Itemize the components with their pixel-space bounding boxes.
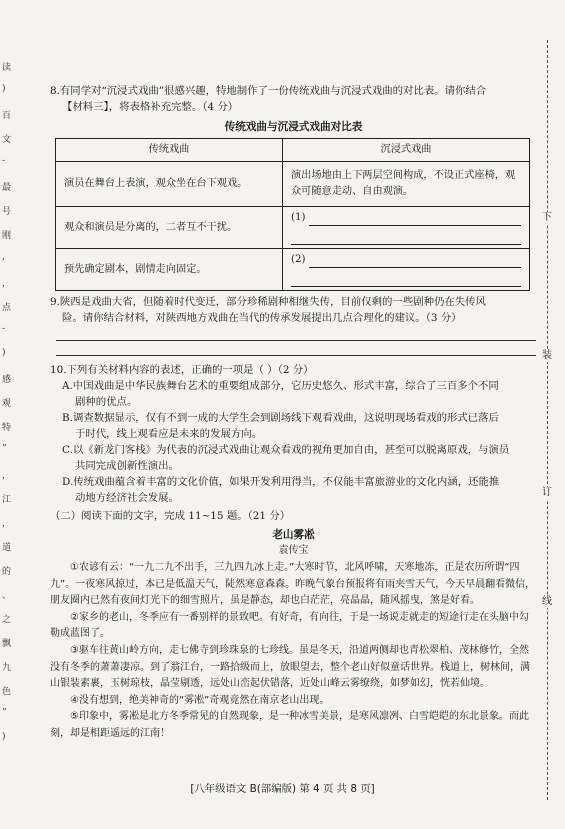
gutter-char: 九 [2,663,12,673]
gutter-char: 文 [2,135,12,145]
gutter-char: ) [2,84,6,94]
option-a: A.中国戏曲是中华民族舞台艺术的重要组成部分，它历史悠久、形式丰富，综合了三百多个不同 [62,380,499,392]
binding-label-xia: 下 [542,212,552,223]
gutter-char: 、 [2,591,12,601]
gutter-char: 观 [2,399,12,409]
essay-title: 老山雾凇 [272,529,315,541]
table-row [56,162,530,207]
table-row [56,249,530,291]
gutter-char: 感 [2,375,12,385]
gutter-char: 号 [2,207,12,217]
question-10-stem: 10.下列有关材料内容的表述，正确的一项是（ ）（2 分） [50,364,314,376]
blank-label-1: (1) [291,212,306,223]
answer-cell-2[interactable] [283,249,530,291]
answer-blank-2-line2[interactable] [291,274,521,287]
table-cell: 预先确定剧本，剧情走向固定。 [56,249,283,291]
option-d-cont: 动地方经济社会发展。 [75,492,179,504]
essay-paragraph: ③驱车往黄山岭方向，走七佛寺到珍珠泉的七珍线。虽是冬天，沿道两侧却也青松翠柏、茂林修竹，全然没有冬季的萧萧凄凉。到了翁江台，一路拾级而上，放眼望去，整个老山好似童话世界。栈道上，树林间，满山银装素裹，玉树琼枝，晶莹剔透，远处山峦起伏错落，近处山峰云雾缭绕，如梦如幻，恍若仙境。 [50,644,530,690]
gutter-char: 色 [2,687,12,697]
binding-label-ding: 订 [542,487,552,498]
gutter-char: 最 [2,183,12,193]
answer-blank-2[interactable] [309,255,521,268]
binding-label-zhuang: 装 [542,350,552,361]
table-header-immersive: 沉浸式戏曲 [283,139,530,162]
gutter-char: 读 [2,63,12,73]
answer-cell-1[interactable] [283,207,530,249]
question-9-stem-line2: 险。请你结合材料，对陕西地方戏曲在当代的传承发展提出几点合理化的建议。（3 分） [62,312,462,324]
answer-line-9a[interactable] [56,326,536,341]
table-cell: 观众和演员是分离的，二者互不干扰。 [56,207,283,249]
binding-line [547,40,548,800]
page-footer: [八年级语文 B(部编版) 第 4 页 共 8 页] [190,783,375,795]
essay-author: 袁传宝 [278,545,309,556]
option-b: B.调查数据显示，仅有不到一成的大学生会到剧场线下观看戏曲，这说明现场看戏的形式已落后 [62,412,499,424]
question-9-stem: 9.陕西是戏曲大省，但随着时代变迁，部分珍稀剧种相继失传，目前仅剩的一些剧种仍在失传风 [50,296,486,308]
blank-label-2: (2) [291,254,306,265]
gutter-char: - [2,156,6,166]
option-c: C.以《新龙门客栈》为代表的沉浸式戏曲让观众看戏的视角更加自由，甚至可以脱离原戏，与演员 [62,444,510,456]
gutter-char: 刚 [2,231,12,241]
gutter-char: ” [2,708,7,718]
option-b-cont: 于时代，线上观看应是未来的发展方向。 [75,428,263,440]
gutter-char: - [2,324,6,334]
binding-label-xian: 线 [542,596,552,607]
option-c-cont: 共同完成创新性演出。 [75,460,179,472]
gutter-char: 道 [2,543,12,553]
gutter-char: ， [2,519,12,529]
essay-paragraph: ①农谚有云：“一九二九不出手，三九四九冰上走。”大寒时节，北风呼啸，天寒地冻，正是农历所谓“四九”。一夜寒风掠过，本已是低温天气，陡然寒意森森。昨晚气象台预报将有雨夹雪天气，今天早晨翻看微信，朋友圈内已然有夜间灯光下的细雪照片，虽是静态，却也白茫茫，亮晶晶，随风摇曳，煞是好看。 [50,562,536,607]
table-cell: 演出场地由上下两层空间构成，不设正式座椅，观众可随意走动、自由观演。 [283,162,530,207]
gutter-char: 之 [2,615,12,625]
essay-paragraph: ⑤印象中，雾凇是北方冬季常见的自然现象，是一种冰雪美景，是寒风凛冽、白雪皑皑的东北景象。而此刻，却是相距遥远的江南！ [50,711,529,739]
gutter-char: , [2,252,5,262]
option-a-cont: 剧种的优点。 [75,396,138,408]
table-row [56,207,530,249]
essay-paragraph: ④没有想到，绝美神奇的“雾凇”奇观竟然在南京老山出现。 [70,694,330,706]
gutter-char: 飘 [2,639,12,649]
question-8-stem: 8.有同学对“沉浸式戏曲”很感兴趣，特地制作了一份传统戏曲与沉浸式戏曲的对比表。请你结合 [50,85,487,97]
gutter-char: 特 [2,423,12,433]
gutter-char: ” [2,444,7,454]
essay-paragraph: ②家乡的老山，冬季应有一番别样的景致吧。有好奇，有向往，于是一场说走就走的短途行走在头脑中勾勒成蓝图了。 [50,611,529,640]
left-gutter-marks [0,60,14,760]
table-cell: 演员在舞台上表演，观众坐在台下观戏。 [56,162,283,207]
gutter-char: 江 [2,495,12,505]
gutter-char: ) [2,732,6,742]
option-d: D.传统戏曲蕴含着丰富的文化价值，如果开发利用得当，不仅能丰富旅游业的文化内涵，还能推 [62,476,500,488]
table-title: 传统戏曲与沉浸式戏曲对比表 [224,121,363,133]
gutter-char: 百 [2,111,12,121]
question-8-stem-line2: 【材料三】，将表格补充完整。（4 分） [62,101,239,113]
table-header-traditional: 传统戏曲 [56,139,283,162]
gutter-char: ) [2,348,6,358]
answer-blank-1-line2[interactable] [291,232,521,245]
answer-line-9b[interactable] [56,341,536,356]
gutter-char: ， [2,279,12,289]
main-content [50,83,537,743]
gutter-char: 点 [2,303,12,313]
answer-blank-1[interactable] [309,213,521,226]
section-2-heading: （二）阅读下面的文字，完成 11~15 题。（21 分） [50,510,291,522]
comparison-table [55,138,530,291]
gutter-char: ， [2,471,12,481]
gutter-char: 的 [2,567,12,577]
